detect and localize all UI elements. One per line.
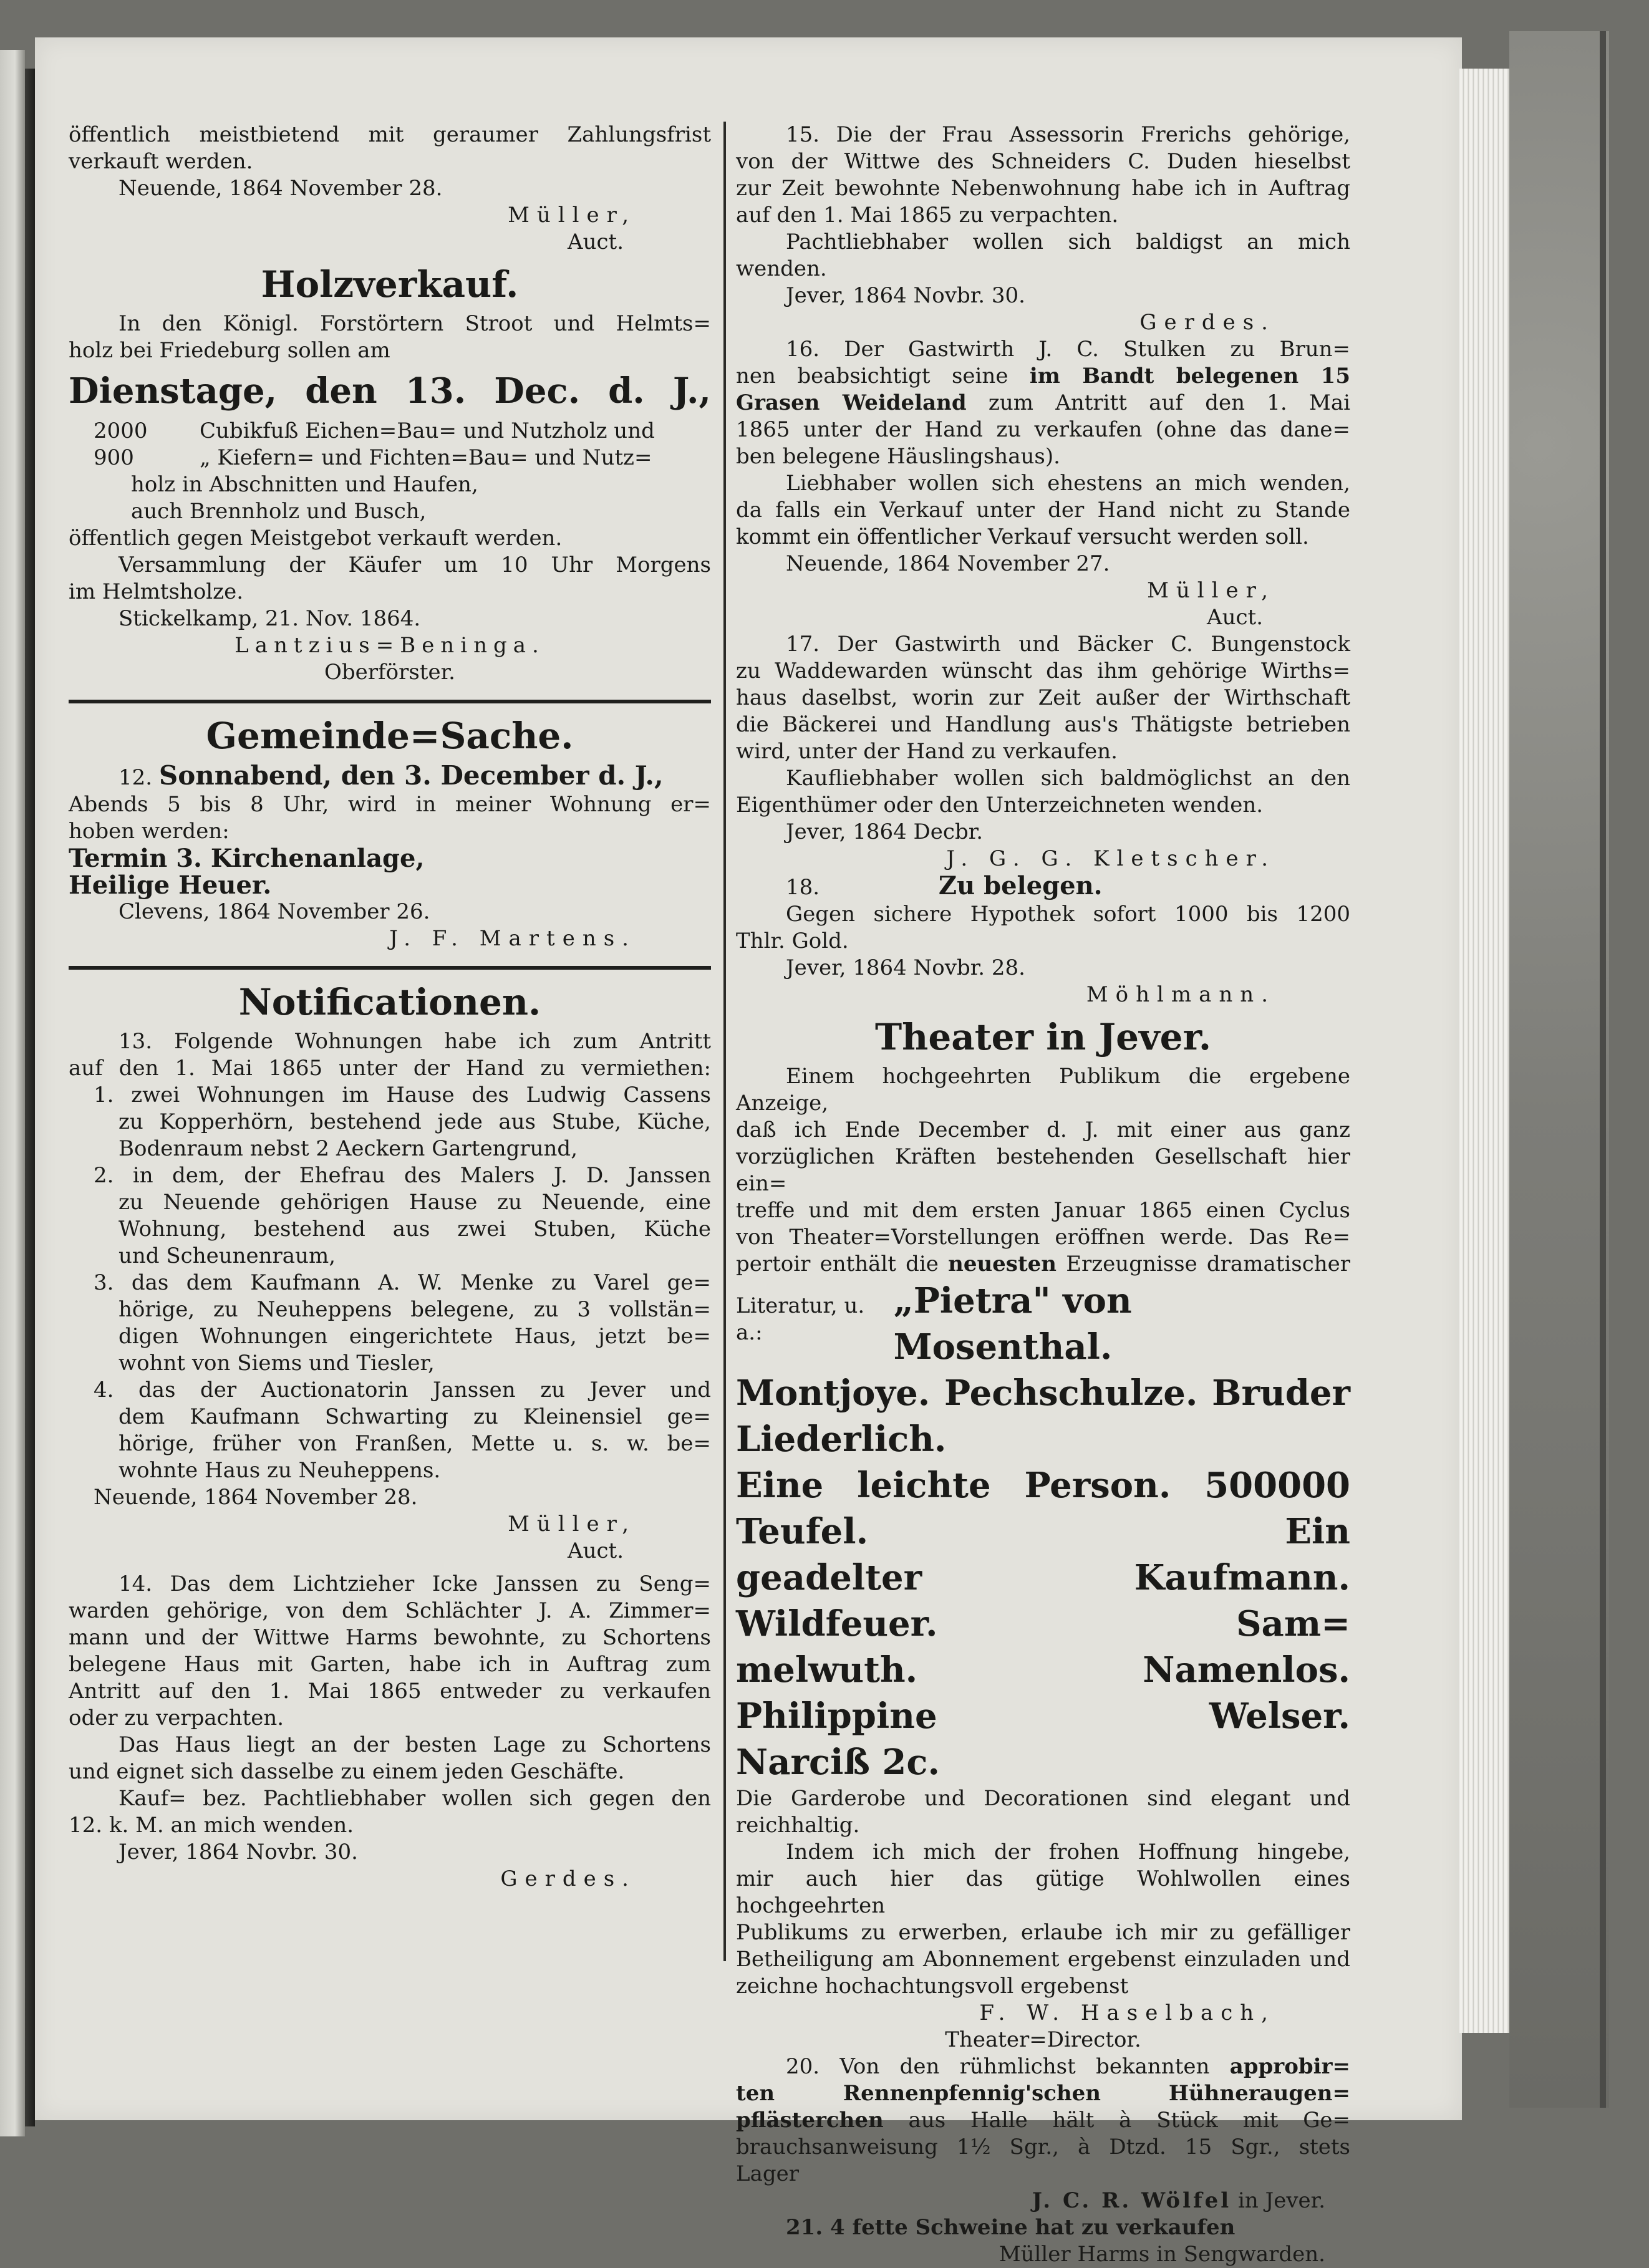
text-line: dem Kaufmann Schwarting zu Kleinensiel ge= bbox=[118, 1404, 711, 1429]
text-line: 4. das der Auctionatorin Janssen zu Jever und bbox=[94, 1378, 711, 1402]
text-line: von Theater=Vorstellungen eröffnen werde. Das Re= bbox=[736, 1225, 1350, 1250]
text-line: daß ich Ende December d. J. mit einer aus ganz bbox=[736, 1117, 1350, 1142]
text-line bbox=[736, 363, 1350, 390]
text-line: Das Haus liegt an der besten Lage zu Schortens bbox=[118, 1732, 711, 1757]
section-heading: Notificationen. bbox=[238, 981, 541, 1023]
text-line: treffe und mit dem ersten Januar 1865 einen Cyclus bbox=[736, 1198, 1350, 1223]
text-line: Betheiligung am Abonnement ergebenst einzuladen und bbox=[736, 1947, 1350, 1972]
signature: Lantzius=Beninga. bbox=[235, 633, 545, 658]
text-line: Indem ich mich der frohen Hoffnung hingebe, bbox=[786, 1840, 1350, 1865]
text-line: öffentlich meistbietend mit geraumer Zahlungsfrist bbox=[69, 122, 711, 147]
text-line: 17. Der Gastwirth und Bäcker C. Bungenstock bbox=[786, 632, 1350, 657]
text-line: belegene Haus mit Garten, habe ich in Auftrag zum bbox=[69, 1652, 711, 1677]
bold-line: Heilige Heuer. bbox=[69, 871, 272, 900]
text-line: wohnt von Siems und Tiesler, bbox=[118, 1351, 435, 1376]
list-item bbox=[69, 1162, 711, 1270]
text-line: die Bäckerei und Handlung aus's Thätigste betrieben bbox=[736, 712, 1350, 737]
play-list-line: Narciß 2c. bbox=[736, 1742, 940, 1783]
text-span: in Jever. bbox=[1238, 2188, 1325, 2213]
play-list-line: Montjoye. Pechschulze. Bruder Liederlich. bbox=[736, 1373, 1350, 1460]
wood-desc: „ Kiefern= und Fichten=Bau= und Nutz= bbox=[200, 445, 652, 470]
notice-21 bbox=[736, 2214, 1350, 2268]
section-heading: Holzverkauf. bbox=[261, 263, 519, 306]
text-line bbox=[736, 1251, 1350, 1278]
text-line: reichhaltig. bbox=[736, 1813, 860, 1838]
signature: Müller, bbox=[508, 203, 636, 228]
text-line: Kauf= bez. Pachtliebhaber wollen sich gegen den bbox=[118, 1786, 711, 1811]
notice-title: Zu belegen. bbox=[938, 871, 1103, 900]
wood-row bbox=[94, 445, 711, 471]
signature-title: Auct. bbox=[568, 1538, 624, 1563]
text-line: zu Neuende gehörigen Hause zu Neuende, eine bbox=[118, 1190, 711, 1215]
bold-span: Hühneraugen= bbox=[1168, 2081, 1351, 2106]
text-span: 20. Von den rühmlichst bekannten bbox=[786, 2054, 1210, 2079]
gemeinde-section bbox=[69, 712, 711, 952]
signature: Gerdes. bbox=[500, 1866, 636, 1891]
notice-15 bbox=[736, 122, 1350, 336]
text-line: hoben werden: bbox=[69, 819, 230, 844]
text-line bbox=[736, 2053, 1350, 2080]
section-rule bbox=[69, 966, 711, 970]
notice-title-line bbox=[736, 872, 1350, 901]
place-date: Neuende, 1864 November 28. bbox=[118, 176, 443, 201]
text-line: 1. zwei Wohnungen im Hause des Ludwig Cassens bbox=[94, 1083, 711, 1107]
notificationen-section bbox=[69, 978, 711, 1893]
signature: J. F. Martens. bbox=[389, 926, 636, 951]
text-line: 21. 4 fette Schweine hat zu verkaufen bbox=[786, 2215, 1236, 2240]
text-line: wird, unter der Hand zu verkaufen. bbox=[736, 739, 1118, 764]
book-cover-board bbox=[1509, 31, 1609, 2108]
signature: Müller, bbox=[508, 1512, 636, 1537]
text-line bbox=[736, 2080, 1350, 2107]
text-line: Abends 5 bis 8 Uhr, wird in meiner Wohnung er= bbox=[69, 792, 711, 817]
text-span: Erzeugnisse dramatischer bbox=[1066, 1252, 1351, 1276]
bold-line: Termin 3. Kirchenanlage, bbox=[69, 844, 425, 873]
text-line: 14. Das dem Lichtzieher Icke Janssen zu Seng= bbox=[118, 1571, 711, 1596]
place-date: Jever, 1864 Novbr. 30. bbox=[118, 1840, 358, 1865]
text-line: zur Zeit bewohnte Nebenwohnung habe ich in Auftrag bbox=[736, 176, 1350, 201]
signature: Müller, bbox=[1147, 578, 1275, 603]
text-line: zeichne hochachtungsvoll ergebenst bbox=[736, 1974, 1129, 1999]
text-line: Pachtliebhaber wollen sich baldigst an mich wenden. bbox=[736, 229, 1350, 281]
signature-title: Auct. bbox=[1207, 605, 1263, 630]
signature: F. W. Haselbach, bbox=[979, 2000, 1275, 2025]
text-line: im Helmtsholze. bbox=[69, 579, 244, 604]
notice-18 bbox=[736, 872, 1350, 1008]
list-item bbox=[69, 1082, 711, 1162]
text-line: brauchsanweisung 1½ Sgr., à Dtzd. 15 Sgr., stets bbox=[736, 2135, 1350, 2159]
text-line: zu Waddewarden wünscht das ihm gehörige Wirths= bbox=[736, 659, 1350, 683]
text-line: Gegen sichere Hypothek sofort 1000 bis 1200 bbox=[786, 902, 1350, 927]
text-line: 15. Die der Frau Assessorin Frerichs gehörige, bbox=[786, 122, 1350, 147]
notice-20 bbox=[736, 2053, 1350, 2214]
meeting-date: Sonnabend, den 3. December d. J., bbox=[158, 760, 664, 791]
text-line: Thlr. Gold. bbox=[736, 929, 849, 953]
play-list-line: Eine leichte Person. 500000 Teufel. Ein bbox=[736, 1465, 1350, 1552]
holzverkauf-section bbox=[69, 261, 711, 686]
auction-date: Dienstage, den 13. Dec. d. J., bbox=[69, 370, 711, 412]
text-line: auf den 1. Mai 1865 zu verpachten. bbox=[736, 203, 1119, 228]
bold-span: im Bandt belegenen 15 bbox=[1029, 364, 1350, 388]
text-line: ben belegene Häuslingshaus). bbox=[736, 444, 1060, 469]
text-line: auf den 1. Mai 1865 unter der Hand zu vermiethen: bbox=[69, 1056, 711, 1081]
right-column bbox=[736, 122, 1350, 2268]
text-line: verkauft werden. bbox=[69, 149, 253, 174]
wood-desc: Cubikfuß Eichen=Bau= und Nutzholz und bbox=[200, 418, 655, 443]
place-date: Neuende, 1864 November 27. bbox=[786, 551, 1110, 576]
text-line: 16. Der Gastwirth J. C. Stulken zu Brun= bbox=[786, 337, 1350, 362]
text-line: und Scheunenraum, bbox=[118, 1243, 336, 1268]
play-list-line: geadelter Kaufmann. Wildfeuer. Sam= bbox=[736, 1557, 1350, 1644]
text-line: vorzüglichen Kräften bestehenden Gesellschaft hier ein= bbox=[736, 1144, 1350, 1196]
text-line: hörige, früher von Franßen, Mette u. s. w. be= bbox=[118, 1431, 711, 1456]
bold-span: J. C. R. Wölfel bbox=[1032, 2188, 1232, 2213]
text-line: Publikums zu erwerben, erlaube ich mir zu gefälliger bbox=[736, 1920, 1350, 1945]
play-list-line: melwuth. Namenlos. Philippine Welser. bbox=[736, 1649, 1350, 1737]
text-line: kommt ein öffentlicher Verkauf versucht werden soll. bbox=[736, 524, 1309, 549]
text-line: 3. das dem Kaufmann A. W. Menke zu Varel ge= bbox=[94, 1270, 711, 1295]
text-line: 1865 unter der Hand zu verkaufen (ohne das dane= bbox=[736, 417, 1350, 442]
text-line: 12. k. M. an mich wenden. bbox=[69, 1813, 354, 1838]
meeting-date-line bbox=[69, 762, 711, 791]
notice-number: 12. bbox=[118, 765, 153, 790]
page-stack-edges bbox=[1459, 69, 1509, 2033]
signature: Gerdes. bbox=[1139, 310, 1275, 335]
bold-span: approbir= bbox=[1229, 2054, 1350, 2079]
text-line: Antritt auf den 1. Mai 1865 entweder zu verkaufen bbox=[69, 1679, 711, 1704]
left-column bbox=[69, 122, 711, 1893]
text-line: Eigenthümer oder den Unterzeichneten wenden. bbox=[736, 793, 1264, 818]
text-span: aus Halle hält à Stück mit Ge= bbox=[908, 2108, 1350, 2133]
bold-span: Grasen Weideland bbox=[736, 390, 967, 415]
book-gutter bbox=[25, 69, 35, 2126]
wood-qty: 900 bbox=[94, 445, 134, 470]
text-line: Kaufliebhaber wollen sich baldmöglichst an den bbox=[786, 766, 1350, 791]
bold-span: pflästerchen bbox=[736, 2108, 884, 2133]
text-line: Wohnung, bestehend aus zwei Stuben, Küche bbox=[118, 1217, 711, 1242]
wood-list bbox=[69, 418, 711, 525]
text-line: holz in Abschnitten und Haufen, bbox=[131, 472, 478, 497]
text-line: Bodenraum nebst 2 Aeckern Gartengrund, bbox=[118, 1136, 578, 1161]
text-line: Versammlung der Käufer um 10 Uhr Morgens bbox=[118, 553, 711, 577]
notice-14 bbox=[69, 1571, 711, 1893]
text-line: oder zu verpachten. bbox=[69, 1706, 284, 1730]
column-divider bbox=[723, 122, 726, 1961]
intro-notice bbox=[69, 122, 711, 256]
wood-qty: 2000 bbox=[94, 418, 148, 443]
text-line: da falls ein Verkauf unter der Hand nicht zu Stande bbox=[736, 498, 1350, 523]
place-date: Jever, 1864 Novbr. 30. bbox=[786, 283, 1025, 308]
text-line bbox=[736, 2107, 1350, 2134]
text-line bbox=[736, 390, 1350, 417]
text-line: auch Brennholz und Busch, bbox=[131, 499, 427, 524]
signature bbox=[736, 2188, 1350, 2214]
text-line: 2. in dem, der Ehefrau des Malers J. D. Janssen bbox=[94, 1163, 711, 1188]
theater-section bbox=[736, 1013, 1350, 2053]
text-line bbox=[736, 1278, 1350, 1370]
text-line: Die Garderobe und Decorationen sind elegant und bbox=[736, 1786, 1350, 1811]
text-line: Müller Harms in Sengwarden. bbox=[999, 2242, 1325, 2267]
bold-span: neuesten bbox=[948, 1252, 1057, 1276]
list-item bbox=[69, 1377, 711, 1484]
text-line: von der Wittwe des Schneiders C. Duden hieselbst bbox=[736, 149, 1350, 174]
text-line: 13. Folgende Wohnungen habe ich zum Antritt bbox=[118, 1029, 711, 1054]
place-date: Stickelkamp, 21. Nov. 1864. bbox=[118, 606, 421, 631]
text-span: zum Antritt auf den 1. Mai bbox=[988, 390, 1350, 415]
place-date: Neuende, 1864 November 28. bbox=[94, 1485, 418, 1510]
text-line: wohnte Haus zu Neuheppens. bbox=[118, 1458, 441, 1483]
bold-span: ten Rennenpfennig'schen bbox=[736, 2081, 1101, 2106]
place-date: Jever, 1864 Decbr. bbox=[786, 819, 984, 844]
text-line: warden gehörige, von dem Schlächter J. A. Zimmer= bbox=[69, 1598, 711, 1623]
text-line: zu Kopperhörn, bestehend jede aus Stube, Küche, bbox=[118, 1109, 711, 1134]
list-item bbox=[69, 1270, 711, 1377]
notice-16 bbox=[736, 336, 1350, 631]
text-line: mir auch hier das gütige Wohlwollen eines hochgeehrten bbox=[736, 1866, 1350, 1918]
text-line: öffentlich gegen Meistgebot verkauft werden. bbox=[69, 526, 563, 551]
text-span: Literatur, u. a.: bbox=[736, 1293, 865, 1345]
signature-title: Oberförster. bbox=[324, 660, 455, 685]
signature: Möhlmann. bbox=[1086, 982, 1275, 1007]
notice-number: 18. bbox=[786, 875, 820, 900]
text-line: Lager bbox=[736, 2161, 799, 2186]
text-span: nen beabsichtigt seine bbox=[736, 364, 1008, 388]
text-line: haus daselbst, worin zur Zeit außer der Wirthschaft bbox=[736, 685, 1350, 710]
place-date: Jever, 1864 Novbr. 28. bbox=[786, 955, 1025, 980]
section-rule bbox=[69, 700, 711, 703]
wood-row bbox=[94, 418, 711, 445]
text-line: hörige, zu Neuheppens belegene, zu 3 vollstän= bbox=[118, 1297, 711, 1322]
text-line: und eignet sich dasselbe zu einem jeden Geschäfte. bbox=[69, 1759, 625, 1784]
section-heading: Theater in Jever. bbox=[874, 1016, 1212, 1058]
signature: J. G. G. Kletscher. bbox=[946, 846, 1275, 871]
text-line: mann und der Wittwe Harms bewohnte, zu Schortens bbox=[69, 1625, 711, 1650]
text-line: In den Königl. Forstörtern Stroot und Helmts= bbox=[118, 311, 711, 336]
signature-title: Auct. bbox=[568, 229, 624, 254]
section-heading: Gemeinde=Sache. bbox=[206, 715, 574, 757]
place-date: Clevens, 1864 November 26. bbox=[118, 899, 430, 924]
text-line: holz bei Friedeburg sollen am bbox=[69, 338, 390, 363]
notice-17 bbox=[736, 631, 1350, 872]
text-line: Liebhaber wollen sich ehestens an mich wenden, bbox=[786, 471, 1350, 496]
facing-page-edge bbox=[0, 50, 25, 2136]
play-title: „Pietra" von Mosenthal. bbox=[893, 1280, 1132, 1368]
text-line: Einem hochgeehrten Publikum die ergebene Anzeige, bbox=[736, 1064, 1350, 1116]
text-line: digen Wohnungen eingerichtete Haus, jetzt be= bbox=[118, 1324, 711, 1349]
signature-title: Theater=Director. bbox=[945, 2027, 1141, 2052]
text-span: pertoir enthält die bbox=[736, 1252, 939, 1276]
